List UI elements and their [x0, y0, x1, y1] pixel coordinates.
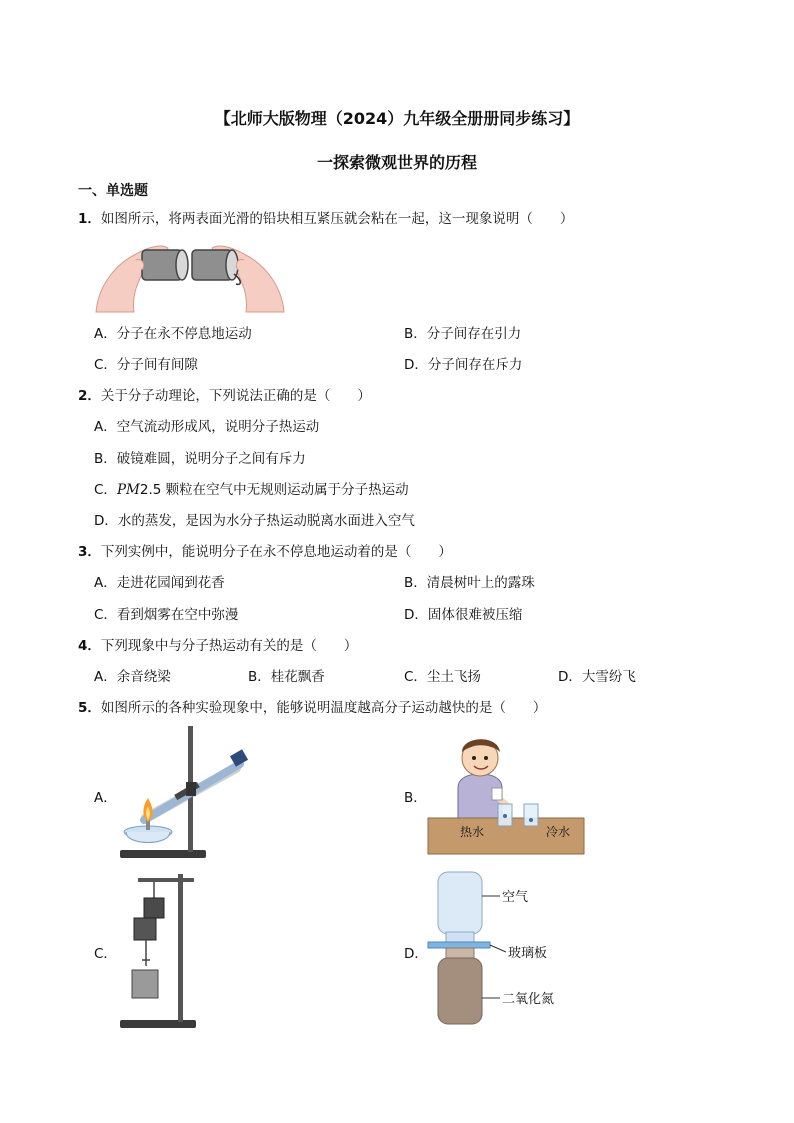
section-heading: 一、单选题: [78, 183, 148, 199]
air-label: 空气: [502, 890, 529, 905]
question-number: 4．: [78, 638, 101, 654]
q1-option-c[interactable]: C．分子间有间隙: [94, 357, 198, 373]
q2-option-b[interactable]: B．破镜难圆，说明分子之间有斥力: [94, 451, 306, 467]
option-letter: C．: [94, 482, 117, 498]
page-subtitle: 一探索微观世界的历程: [316, 153, 477, 172]
no2-label: 二氧化氮: [502, 992, 555, 1007]
question-text: 如图所示的各种实验现象中，能够说明温度越高分子运动越快的是（ ）: [100, 700, 547, 716]
question-text: 下列现象中与分子热运动有关的是（ ）: [100, 638, 358, 654]
q1-option-b[interactable]: B．分子间存在引力: [404, 326, 522, 342]
boy-hot-cold-water-figure: [428, 730, 588, 860]
question-text: 关于分子动理论，下列说法正确的是（ ）: [100, 388, 371, 404]
question-number: 5．: [78, 700, 101, 716]
option-text: 颗粒在空气中无规则运动属于分子热运动: [161, 482, 409, 498]
q5-option-c[interactable]: C．: [94, 946, 117, 962]
question-text: 如图所示，将两表面光滑的铅块相互紧压就会粘在一起，这一现象说明（ ）: [100, 211, 574, 227]
q1-option-d[interactable]: D．分子间存在斥力: [404, 357, 523, 373]
heating-test-tube-figure: [116, 722, 266, 862]
question-1: [78, 207, 573, 227]
question-3: [78, 540, 452, 560]
q3-option-d[interactable]: D．固体很难被压缩: [404, 607, 523, 623]
hanging-lead-blocks-figure: [116, 868, 200, 1028]
q3-option-c[interactable]: C．看到烟雾在空中弥漫: [94, 607, 239, 623]
q4-option-b[interactable]: B．桂花飘香: [248, 669, 325, 685]
glass-plate-label: 玻璃板: [508, 946, 548, 961]
q5-option-b[interactable]: B．: [404, 790, 427, 806]
q2-option-c[interactable]: [94, 478, 409, 498]
question-number: 2．: [78, 388, 101, 404]
gas-diffusion-bottles-figure: [426, 868, 576, 1030]
q1-option-a[interactable]: A．分子在永不停息地运动: [94, 326, 252, 342]
q3-option-b[interactable]: B．清晨树叶上的露珠: [404, 575, 535, 591]
q3-option-a[interactable]: A．走进花园闻到花香: [94, 575, 225, 591]
pm-symbol: PM: [116, 482, 140, 498]
q5-option-a[interactable]: A．: [94, 790, 117, 806]
question-text: 下列实例中，能说明分子在永不停息地运动着的是（ ）: [100, 544, 452, 560]
lead-blocks-figure: [92, 234, 288, 314]
q2-option-d[interactable]: D．水的蒸发，是因为水分子热运动脱离水面进入空气: [94, 513, 415, 529]
q2-option-a[interactable]: A．空气流动形成风，说明分子热运动: [94, 419, 320, 435]
question-2: [78, 384, 371, 404]
page-title: 【北师大版物理（2024）九年级全册册同步练习】: [214, 109, 580, 128]
question-4: [78, 634, 357, 654]
cold-water-label: 冷水: [546, 825, 571, 839]
question-5: [78, 696, 546, 716]
q4-option-a[interactable]: A．余音绕梁: [94, 669, 171, 685]
pm-number: 2.5: [139, 482, 162, 498]
q4-option-c[interactable]: C．尘土飞扬: [404, 669, 481, 685]
q4-option-d[interactable]: D．大雪纷飞: [558, 669, 636, 685]
q5-option-d[interactable]: D．: [404, 946, 428, 962]
hot-water-label: 热水: [460, 825, 485, 839]
question-number: 3．: [78, 544, 101, 560]
question-number: 1．: [78, 211, 101, 227]
